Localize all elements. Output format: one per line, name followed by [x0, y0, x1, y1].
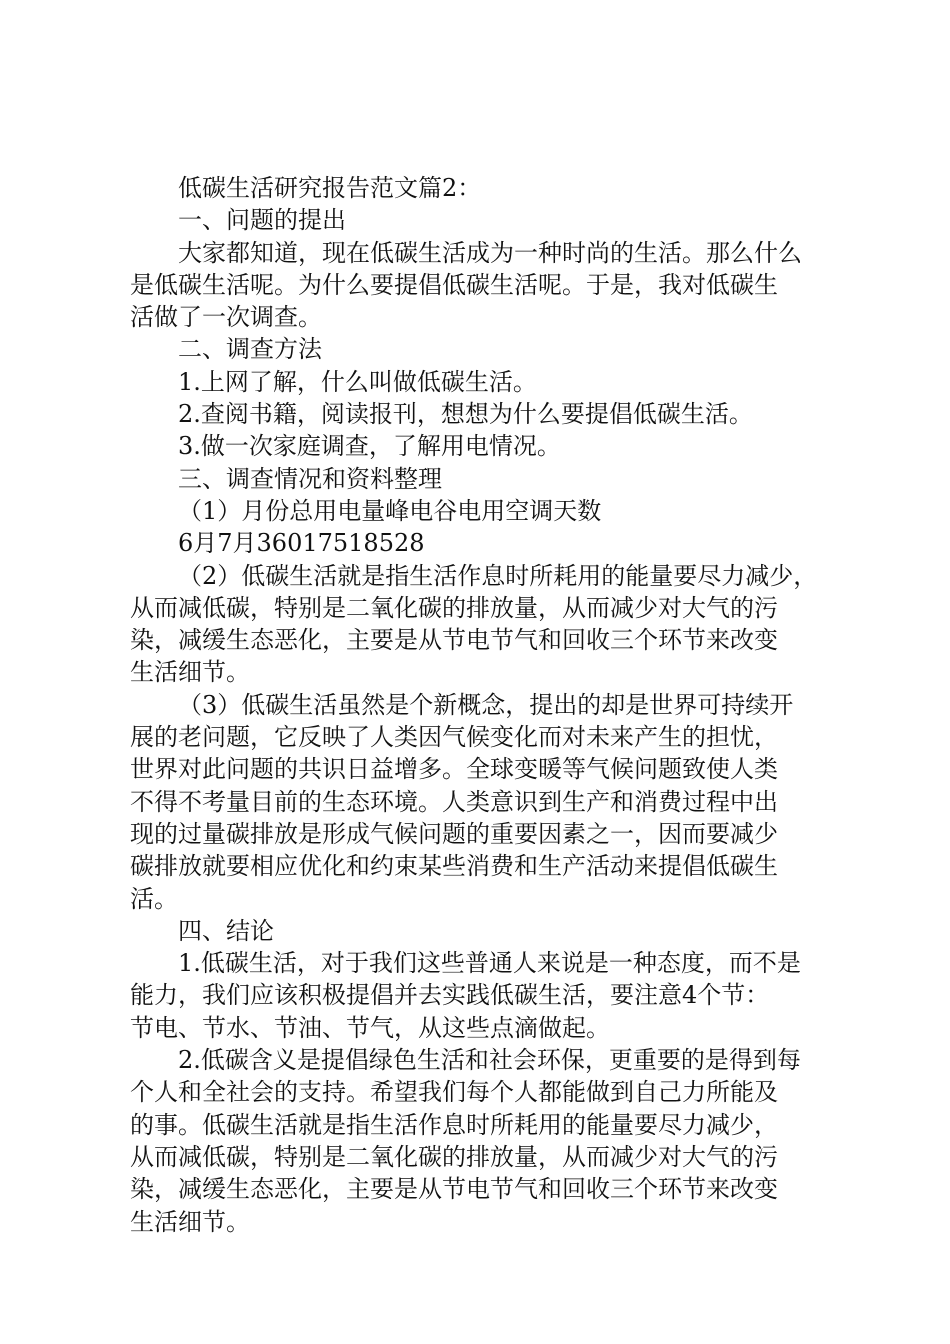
paragraph-line: （3）低碳生活虽然是个新概念，提出的却是世界可持续开 [178, 690, 794, 719]
paragraph-line: 展的老问题，它反映了人类因气候变化而对未来产生的担忧， [130, 723, 778, 752]
paragraph-line: 生活细节。 [130, 658, 250, 687]
paragraph-line: 是低碳生活呢。为什么要提倡低碳生活呢。于是，我对低碳生 [130, 270, 778, 299]
method-item: 3.做一次家庭调查，了解用电情况。 [178, 432, 561, 461]
table-row-line: 6月7月36017518528 [178, 529, 425, 558]
section-heading-problem: 一、问题的提出 [178, 206, 346, 235]
paragraph-line: 活。 [130, 884, 178, 913]
paragraph-line: 碳排放就要相应优化和约束某些消费和生产活动来提倡低碳生 [130, 852, 778, 881]
paragraph-line: 染，减缓生态恶化，主要是从节电节气和回收三个环节来改变 [130, 1175, 778, 1204]
document-body [130, 172, 832, 1238]
paragraph-line: 的事。低碳生活就是指生活作息时所耗用的能量要尽力减少， [130, 1110, 778, 1139]
paragraph-line: 世界对此问题的共识日益增多。全球变暖等气候问题致使人类 [130, 755, 778, 784]
section-heading-conclusion: 四、结论 [178, 916, 274, 945]
paragraph-line: 从而减低碳，特别是二氧化碳的排放量，从而减少对大气的污 [130, 593, 778, 622]
paragraph-line: 大家都知道，现在低碳生活成为一种时尚的生活。那么什么 [178, 238, 802, 267]
paragraph-line: 活做了一次调查。 [130, 303, 322, 332]
section-heading-findings: 三、调查情况和资料整理 [178, 464, 442, 493]
method-item: 1.上网了解，什么叫做低碳生活。 [178, 367, 537, 396]
paragraph-line: 染，减缓生态恶化，主要是从节电节气和回收三个环节来改变 [130, 626, 778, 655]
paragraph-line: 能力，我们应该积极提倡并去实践低碳生活，要注意4个节： [130, 981, 770, 1010]
table-header-line: （1）月份总用电量峰电谷电用空调天数 [178, 496, 602, 525]
paragraph-line: （2）低碳生活就是指生活作息时所耗用的能量要尽力减少， [178, 561, 818, 590]
paragraph-line: 2.低碳含义是提倡绿色生活和社会环保，更重要的是得到每 [178, 1046, 801, 1075]
paragraph-line: 生活细节。 [130, 1207, 250, 1236]
paragraph-line: 现的过量碳排放是形成气候问题的重要因素之一，因而要减少 [130, 819, 778, 848]
document-title: 低碳生活研究报告范文篇2： [178, 174, 482, 202]
paragraph-line: 个人和全社会的支持。希望我们每个人都能做到自己力所能及 [130, 1078, 778, 1107]
paragraph-line: 1.低碳生活，对于我们这些普通人来说是一种态度，而不是 [178, 949, 801, 978]
section-heading-method: 二、调查方法 [178, 335, 322, 364]
paragraph-line: 节电、节水、节油、节气，从这些点滴做起。 [130, 1013, 610, 1042]
paragraph-line: 不得不考量目前的生态环境。人类意识到生产和消费过程中出 [130, 787, 778, 816]
paragraph-line: 从而减低碳，特别是二氧化碳的排放量，从而减少对大气的污 [130, 1142, 778, 1171]
method-item: 2.查阅书籍，阅读报刊，想想为什么要提倡低碳生活。 [178, 400, 753, 429]
